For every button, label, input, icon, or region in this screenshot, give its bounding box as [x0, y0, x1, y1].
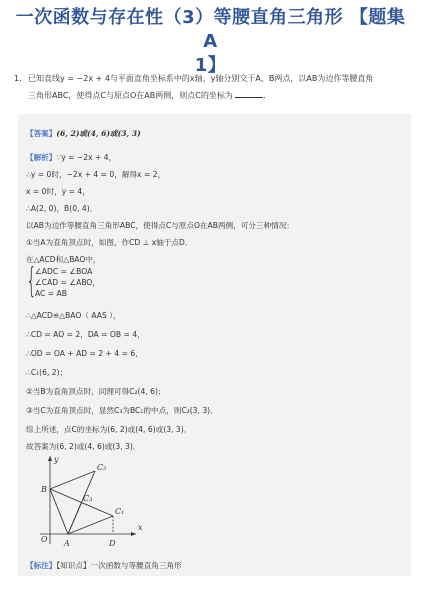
analysis-line: ∴△ACD≌△BAO（ AAS ），: [26, 311, 121, 320]
congruence-system: [26, 261, 100, 301]
note-tag: 【标注】: [26, 561, 57, 570]
answer-blank[interactable]: [235, 89, 263, 98]
analysis-tag: 【解析】: [26, 153, 57, 162]
analysis-line: ①当A为直角顶点时，如图，作CD ⊥ x轴于点D．: [26, 238, 193, 247]
label-c3: C₃: [83, 494, 93, 503]
question-line-1: [14, 70, 407, 87]
brace-line: AC = AB: [35, 289, 67, 298]
analysis-line: ∴OD = OA + AD = 2 + 4 = 6，: [26, 349, 143, 358]
question-text-1: 已知直线y = −2x + 4与平面直角坐标系中的x轴、y轴分别交于A、B两点，以AB为边作等腰直角: [28, 74, 374, 83]
answer-tag: 【答案】: [26, 129, 57, 138]
label-a: A: [64, 539, 70, 548]
brace-symbol: {: [26, 261, 37, 301]
question-number: 1.: [14, 74, 22, 83]
note-text: 【知识点】一次函数与等腰直角三角形: [56, 561, 182, 570]
analysis-line: 综上所述，点C的坐标为(6, 2)或(4, 6)或(3, 3)．: [26, 425, 192, 434]
label-y: y: [54, 455, 59, 464]
y-axis-arrow: [48, 456, 52, 461]
question-line-2: [14, 87, 407, 104]
answer-row: [26, 128, 141, 139]
geometry-figure: [36, 454, 151, 549]
analysis-line: ∴y = 0时，−2x + 4 = 0，解得x = 2，: [26, 170, 166, 179]
title-line-1: 一次函数与存在性（3）等腰直角三角形 【题集A: [15, 7, 406, 52]
brace-line: ∠CAD = ∠ABO，: [35, 278, 100, 287]
analysis-line: ②当B为直角顶点时，同理可得C₂(4, 6)；: [26, 387, 166, 396]
label-x: x: [138, 523, 143, 532]
analysis-line: ③当C为直角顶点时，显然C₃为BC₁的中点，则C₃(3, 3)．: [26, 406, 218, 415]
label-c2: C₂: [97, 463, 107, 472]
analysis-line: ∴A(2, 0)，B(0, 4)．: [26, 204, 98, 213]
analysis-line: ∵y = −2x + 4，: [56, 153, 117, 162]
analysis-line: x = 0时，y = 4，: [26, 187, 90, 196]
label-c1: C₁: [115, 507, 125, 516]
x-axis-arrow: [131, 532, 136, 536]
analysis-line: 故答案为(6, 2)或(4, 6)或(3, 3)．: [26, 442, 141, 451]
analysis-row-0: [26, 152, 116, 163]
page-title: [14, 6, 407, 78]
analysis-line: ∴CD = AO = 2，DA = OB = 4，: [26, 330, 145, 339]
question-text-2: 三角形ABC，使得点C与原点O在AB两侧，则点C的坐标为: [28, 91, 233, 100]
solution-panel: [18, 114, 411, 576]
label-b: B: [41, 485, 47, 494]
title-line-2: 1】: [194, 55, 227, 76]
answer-text: (6, 2)或(4, 6)或(3, 3): [56, 129, 141, 138]
analysis-line: 在△ACD和△BAO中，: [26, 255, 101, 264]
brace-line: ∠ADC = ∠BOA: [35, 267, 93, 276]
analysis-line: ∴C₁(6, 2)；: [26, 368, 68, 377]
note-row: [26, 560, 182, 571]
analysis-line: 以AB为边作等腰直角三角形ABC，使得点C与原点O在AB两侧，可分三种情况：: [26, 221, 294, 230]
question-text-2-end: ．: [263, 91, 272, 100]
label-d: D: [109, 539, 116, 548]
question: [14, 70, 407, 104]
label-o: O: [41, 535, 48, 544]
